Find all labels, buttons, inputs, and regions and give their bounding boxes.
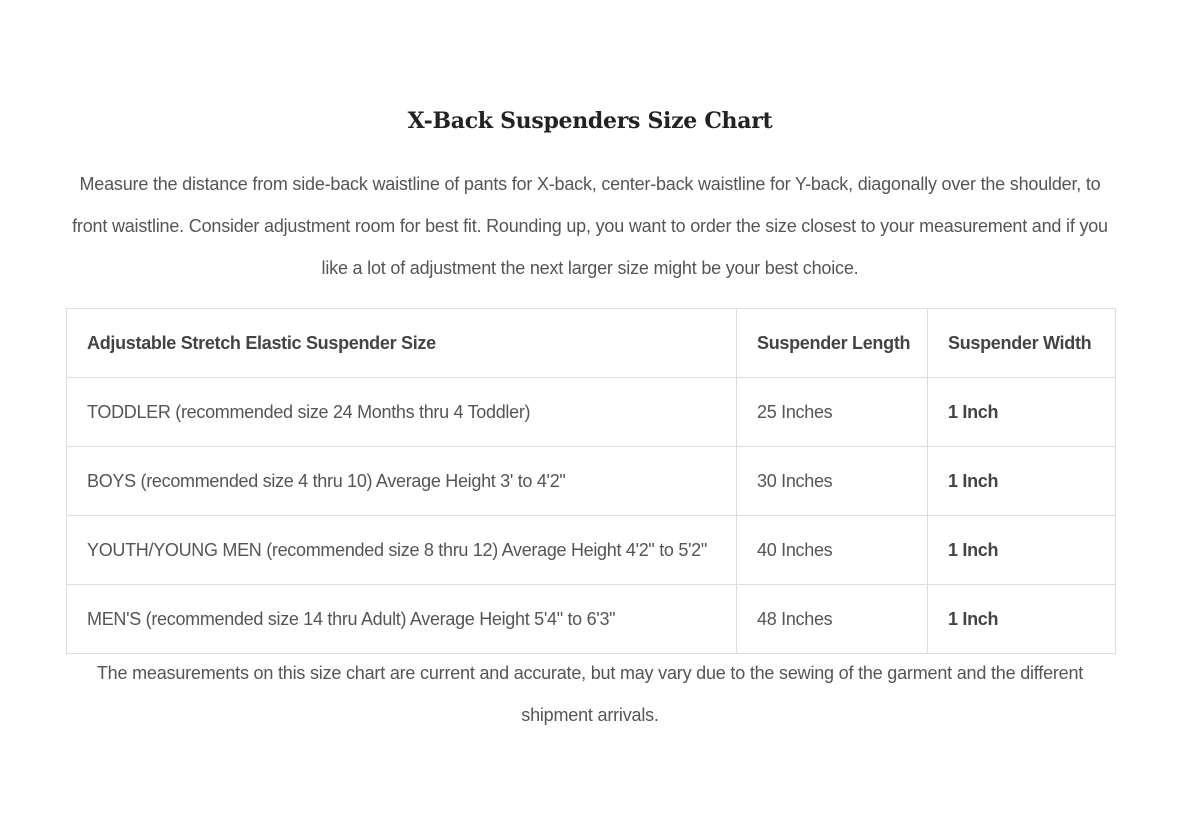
header-length: Suspender Length: [737, 309, 928, 378]
header-width: Suspender Width: [928, 309, 1116, 378]
length-cell: 48 Inches: [737, 585, 928, 654]
width-cell: 1 Inch: [928, 378, 1116, 447]
width-cell: 1 Inch: [928, 516, 1116, 585]
size-cell: BOYS (recommended size 4 thru 10) Average Height 3' to 4'2": [67, 447, 737, 516]
length-cell: 25 Inches: [737, 378, 928, 447]
length-cell: 30 Inches: [737, 447, 928, 516]
table-row: [67, 585, 1116, 654]
size-cell: YOUTH/YOUNG MEN (recommended size 8 thru 12) Average Height 4'2" to 5'2": [67, 516, 737, 585]
header-size: Adjustable Stretch Elastic Suspender Size: [67, 309, 737, 378]
table-row: [67, 516, 1116, 585]
width-cell: 1 Inch: [928, 585, 1116, 654]
intro-paragraph: Measure the distance from side-back waistline of pants for X-back, center-back waistline for Y-back, diagonally over the shoulder, to front waistline. Consider adjustment room for best fit. Rounding up, you want to order the size closest to your measurement and if you like a lot of adjustment the next larger size might be your best choice.: [72, 174, 1108, 278]
size-cell: TODDLER (recommended size 24 Months thru 4 Toddler): [67, 378, 737, 447]
table-row: [67, 378, 1116, 447]
size-cell: MEN'S (recommended size 14 thru Adult) Average Height 5'4" to 6'3": [67, 585, 737, 654]
table-row: [67, 447, 1116, 516]
length-cell: 40 Inches: [737, 516, 928, 585]
size-chart-table: [66, 308, 1116, 654]
page-title: X-Back Suspenders Size Chart: [407, 108, 773, 134]
disclaimer-note: The measurements on this size chart are current and accurate, but may vary due to the sewing of the garment and the different shipment arrivals.: [96, 663, 1084, 725]
width-cell: 1 Inch: [928, 447, 1116, 516]
table-header-row: [67, 309, 1116, 378]
